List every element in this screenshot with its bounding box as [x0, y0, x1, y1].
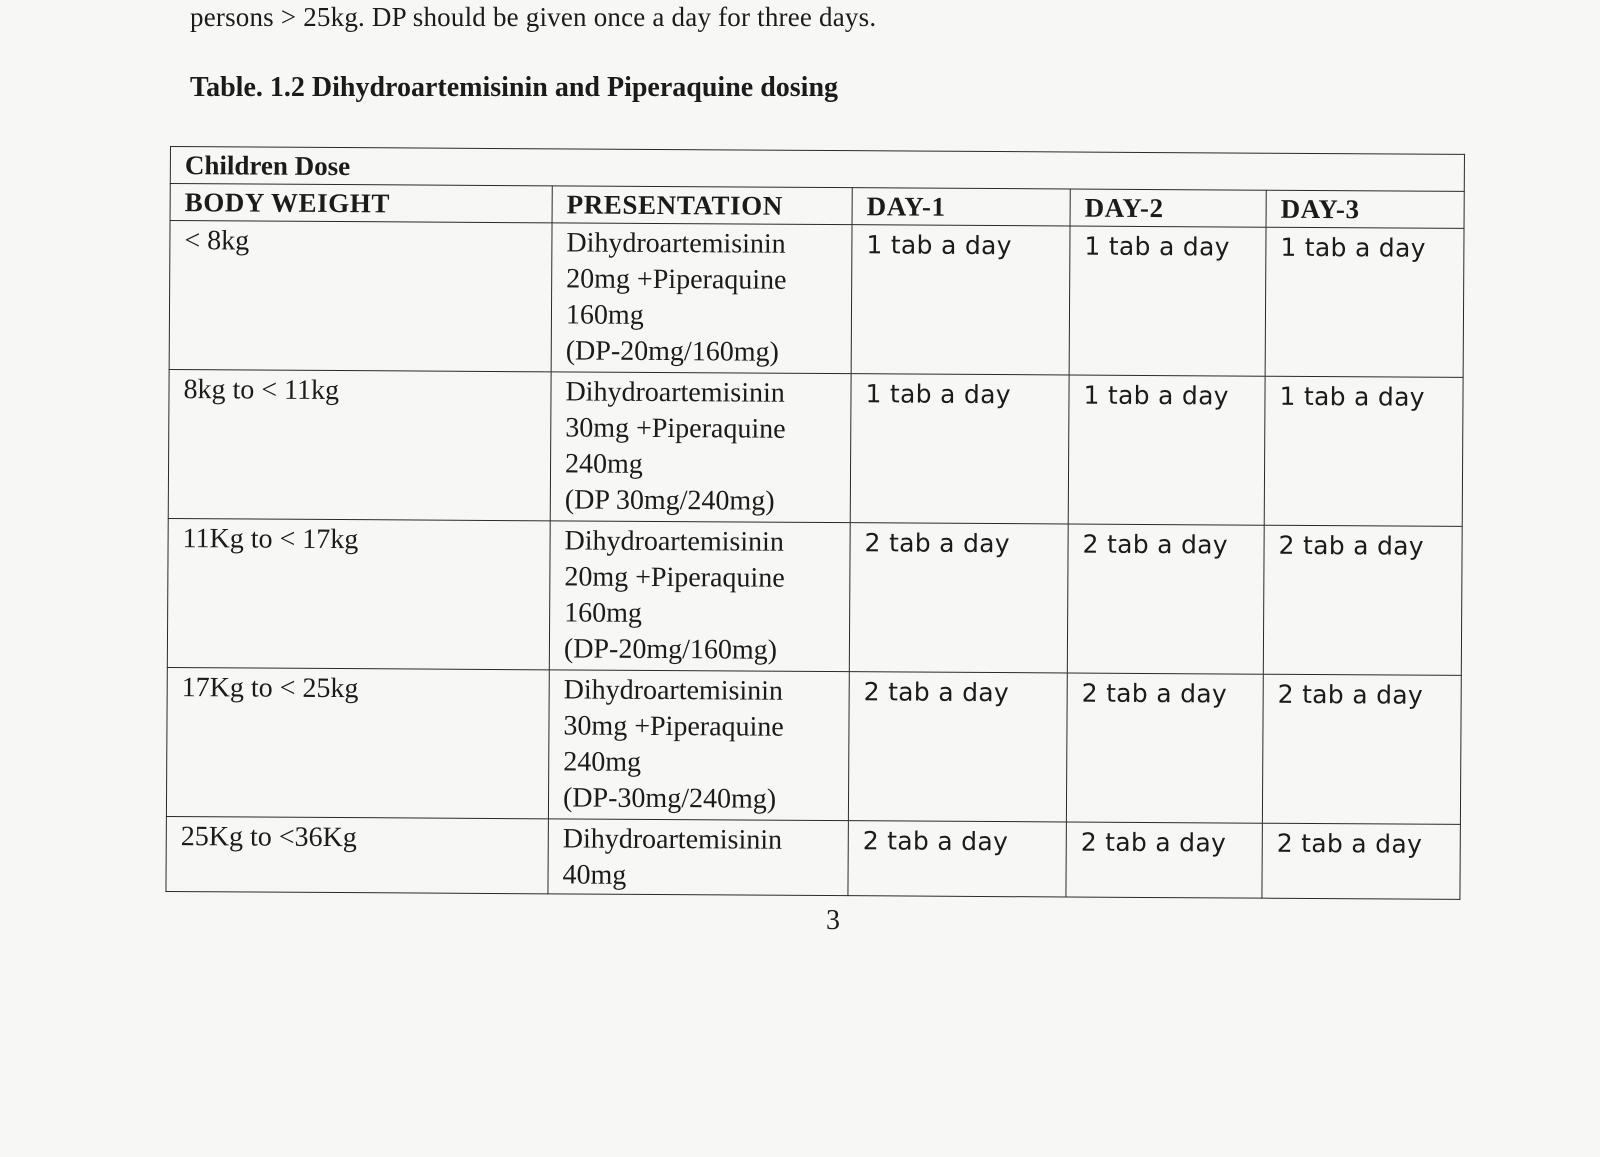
header-body-weight: BODY WEIGHT	[170, 184, 552, 223]
weight-cell: 8kg to < 11kg	[168, 369, 551, 520]
day-1-cell: 1 tab a day	[851, 225, 1070, 375]
table-caption: Table. 1.2 Dihydroartemisinin and Piperaquine dosing	[190, 72, 839, 103]
presentation-line: (DP-20mg/160mg)	[563, 633, 778, 666]
day-3-cell: 2 tab a day	[1263, 525, 1462, 675]
presentation-line: Dihydroartemisinin	[562, 823, 783, 856]
day-1-cell: 2 tab a day	[848, 672, 1067, 822]
presentation-line: Dihydroartemisinin	[566, 227, 786, 260]
presentation-cell	[549, 521, 850, 672]
table-row	[166, 816, 1460, 899]
group-label: Children Dose	[170, 147, 1464, 192]
table-row	[167, 518, 1462, 675]
presentation-line: (DP 30mg/240mg)	[564, 484, 775, 517]
day-1-cell: 2 tab a day	[849, 523, 1068, 673]
presentation-cell	[548, 670, 849, 821]
presentation-cell	[550, 372, 851, 523]
day-1-cell: 2 tab a day	[848, 821, 1066, 897]
intro-text-line: persons > 25kg. DP should be given once a day for three days.	[190, 2, 877, 32]
weight-cell: 11Kg to < 17kg	[167, 518, 550, 669]
header-day-2: DAY-2	[1070, 189, 1266, 227]
table-row	[169, 221, 1464, 378]
day-2-cell: 1 tab a day	[1068, 375, 1265, 525]
presentation-line: 20mg +Piperaquine	[564, 561, 785, 594]
day-2-cell: 2 tab a day	[1066, 822, 1262, 898]
weight-cell: < 8kg	[169, 221, 552, 372]
presentation-line: Dihydroartemisinin	[565, 376, 785, 409]
presentation-line: 240mg	[564, 448, 643, 480]
dosing-table	[165, 146, 1465, 900]
presentation-line: 160mg	[564, 597, 643, 629]
day-2-cell: 1 tab a day	[1069, 226, 1266, 376]
presentation-line: 30mg +Piperaquine	[565, 412, 786, 445]
header-day-1: DAY-1	[852, 188, 1070, 226]
day-2-cell: 2 tab a day	[1066, 673, 1263, 823]
day-1-cell: 1 tab a day	[850, 374, 1069, 524]
presentation-line: 160mg	[565, 299, 644, 331]
header-presentation: PRESENTATION	[552, 186, 852, 225]
presentation-line: Dihydroartemisinin	[563, 674, 784, 707]
page-number: 3	[826, 905, 840, 936]
presentation-line: (DP-20mg/160mg)	[565, 335, 779, 368]
presentation-line: (DP-30mg/240mg)	[562, 782, 777, 815]
day-2-cell: 2 tab a day	[1067, 524, 1264, 674]
presentation-line: Dihydroartemisinin	[564, 525, 784, 558]
presentation-line: 40mg	[562, 859, 627, 891]
day-3-cell: 2 tab a day	[1262, 823, 1461, 899]
presentation-cell	[551, 223, 852, 374]
presentation-line: 20mg +Piperaquine	[566, 263, 787, 296]
weight-cell: 25Kg to <36Kg	[166, 816, 548, 893]
day-3-cell: 1 tab a day	[1265, 227, 1464, 377]
table-row	[166, 667, 1461, 824]
day-3-cell: 2 tab a day	[1262, 674, 1461, 824]
presentation-line: 30mg +Piperaquine	[563, 710, 784, 743]
header-day-3: DAY-3	[1266, 190, 1464, 228]
weight-cell: 17Kg to < 25kg	[166, 667, 549, 818]
presentation-line: 240mg	[563, 746, 642, 778]
presentation-cell	[548, 819, 848, 896]
day-3-cell: 1 tab a day	[1264, 376, 1463, 526]
table-row	[168, 369, 1463, 526]
